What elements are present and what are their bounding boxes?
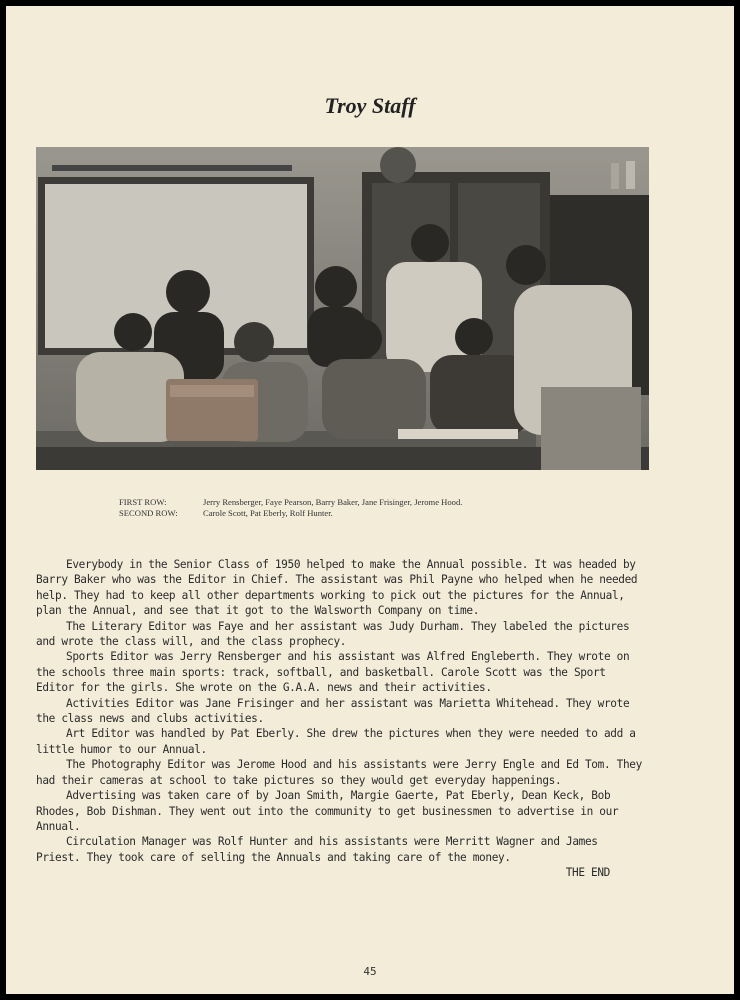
photo-caption [119, 497, 462, 519]
first-row-label: FIRST ROW: [119, 497, 167, 507]
paragraph: The Literary Editor was Faye and her assistant was Judy Durham. They labeled the pictures and wrote the class will, and the class prophecy. [36, 619, 630, 649]
caption-second-row [119, 508, 462, 519]
paragraph: The Photography Editor was Jerome Hood and his assistants were Jerry Engle and Ed Tom. They had their cameras at school to take pictures so they would get everyday happenings. [36, 758, 642, 787]
the-end-text: THE END [565, 866, 610, 880]
page-number: 45 [363, 965, 377, 978]
paragraph: Sports Editor was Jerry Rensberger and his assistant was Alfred Engleberth. They wrote on the schools three main sports: track, softball, and basketball. Carole Scott was the Sport Editor for the girls. She wrote on the G.A.A. news and their activities. [36, 650, 630, 695]
paragraph: Circulation Manager was Rolf Hunter and his assistants were Merritt Wagner and James Priest. They took care of selling the Annuals and taking care of the money. [36, 835, 598, 864]
article-body [36, 557, 646, 881]
paragraph: Activities Editor was Jane Frisinger and her assistant was Marietta Whitehead. They wrote the class news and clubs activities. [36, 696, 630, 726]
paragraph: Art Editor was handled by Pat Eberly. She drew the pictures when they were needed to add a little humor to our Annual. [36, 727, 636, 756]
paragraph: Advertising was taken care of by Joan Smith, Margie Gaerte, Pat Eberly, Dean Keck, Bob Rhodes, Bob Dishman. They went out into the community to get businessmen to advertise in our Annual. [36, 789, 619, 833]
page-title: Troy Staff [324, 93, 416, 118]
staff-photo [36, 147, 649, 470]
paragraph: Everybody in the Senior Class of 1950 helped to make the Annual possible. It was headed by Barry Baker who was the Editor in Chief. The assistant was Phil Payne who helped when he needed help. They had to keep all other departments working to pick out the pictures for the Annual, plan the Annual, and see that it got to the Walsworth Company on time. [36, 558, 638, 618]
second-row-names: Carole Scott, Pat Eberly, Rolf Hunter. [203, 508, 333, 518]
second-row-label: SECOND ROW: [119, 508, 178, 518]
first-row-names: Jerry Rensberger, Faye Pearson, Barry Baker, Jane Frisinger, Jerome Hood. [203, 497, 463, 507]
caption-first-row [119, 497, 462, 508]
yearbook-page [6, 6, 734, 994]
staff-group-photo-icon [36, 147, 649, 470]
